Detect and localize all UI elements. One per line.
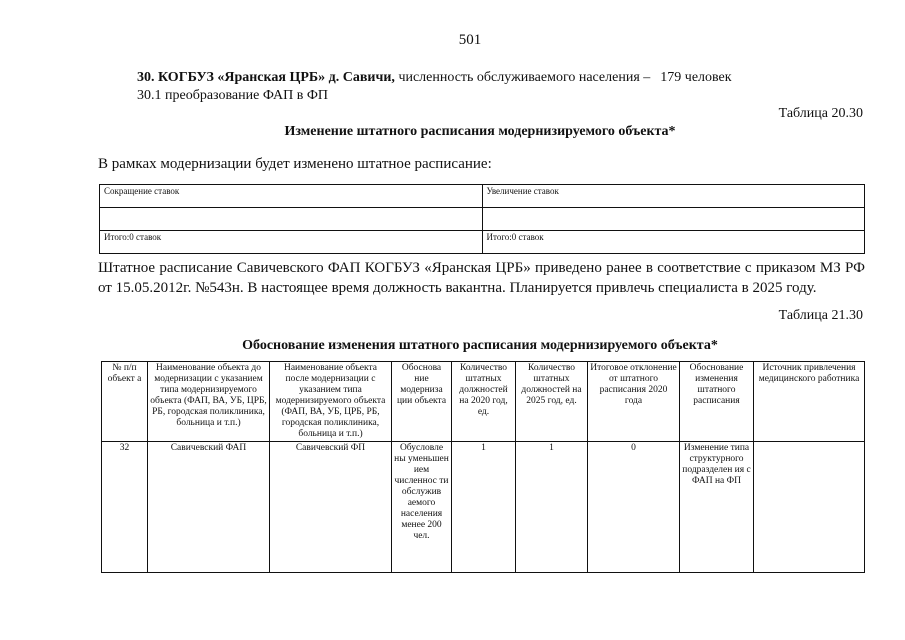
reduction-empty-cell: [100, 208, 483, 231]
header-staff-justification: Обоснование изменения штатного расписания: [680, 362, 754, 442]
increase-total: Итого:0 ставок: [482, 231, 865, 254]
header-deviation: Итоговое отклонение от штатного расписания 2020 года: [588, 362, 680, 442]
section-heading-text: численность обслуживаемого населения –: [398, 70, 651, 85]
cell-source: [754, 442, 865, 573]
section-heading: [137, 70, 732, 86]
section-heading-bold: 30. КОГБУЗ «Яранская ЦРБ» д. Савичи,: [137, 70, 395, 85]
header-justification: Обоснова ние модерниза ции объекта: [392, 362, 452, 442]
cell-object-after: Савичевский ФП: [270, 442, 392, 573]
reduction-total: Итого:0 ставок: [100, 231, 483, 254]
cell-staff-2020: 1: [452, 442, 516, 573]
staff-change-table: [99, 184, 865, 254]
header-source: Источник привлечения медицинского работника: [754, 362, 865, 442]
increase-header: Увеличение ставок: [482, 185, 865, 208]
reduction-header: Сокращение ставок: [100, 185, 483, 208]
population-count: 179 человек: [660, 70, 732, 85]
table-row: [102, 442, 865, 573]
header-object-after: Наименование объекта после модернизации с указанием типа модернизируемого объекта (ФАП, ВА, УБ, ЦРБ, РБ, городская поликлиника, больница и т.п.): [270, 362, 392, 442]
header-object-before: Наименование объекта до модернизации с указанием типа модернизируемого объекта (ФАП, ВА, УБ, ЦРБ, РБ, городская поликлиника, больница и т.п.): [148, 362, 270, 442]
increase-empty-cell: [482, 208, 865, 231]
justification-table: [101, 361, 865, 573]
cell-deviation: 0: [588, 442, 680, 573]
table1-intro: В рамках модернизации будет изменено штатное расписание:: [98, 156, 492, 172]
cell-staff-justification: Изменение типа структурного подразделен ия с ФАП на ФП: [680, 442, 754, 573]
cell-number: 32: [102, 442, 148, 573]
cell-object-before: Савичевский ФАП: [148, 442, 270, 573]
cell-justification: Обусловле ны уменьшен ием численнос ти обслужив аемого населения менее 200 чел.: [392, 442, 452, 573]
header-staff-2020: Количество штатных должностей на 2020 год, ед.: [452, 362, 516, 442]
table2-label: Таблица 21.30: [778, 308, 863, 323]
staff-paragraph: Штатное расписание Савичевского ФАП КОГБУЗ «Яранская ЦРБ» приведено ранее в соответствие с приказом МЗ РФ от 15.05.2012г. №543н. В настоящее время должность вакантна. Планируется привлечь специалиста в 2025 году.: [98, 260, 865, 296]
cell-staff-2025: 1: [516, 442, 588, 573]
table-header-row: [102, 362, 865, 442]
table1-label: Таблица 20.30: [778, 106, 863, 121]
header-number: № п/п объект а: [102, 362, 148, 442]
header-staff-2025: Количество штатных должностей на 2025 год, ед.: [516, 362, 588, 442]
page-number: 501: [458, 32, 482, 48]
table2-title: Обоснование изменения штатного расписания модернизируемого объекта*: [242, 338, 718, 353]
subsection-heading: 30.1 преобразование ФАП в ФП: [137, 88, 329, 103]
table1-title: Изменение штатного расписания модернизируемого объекта*: [284, 124, 676, 139]
